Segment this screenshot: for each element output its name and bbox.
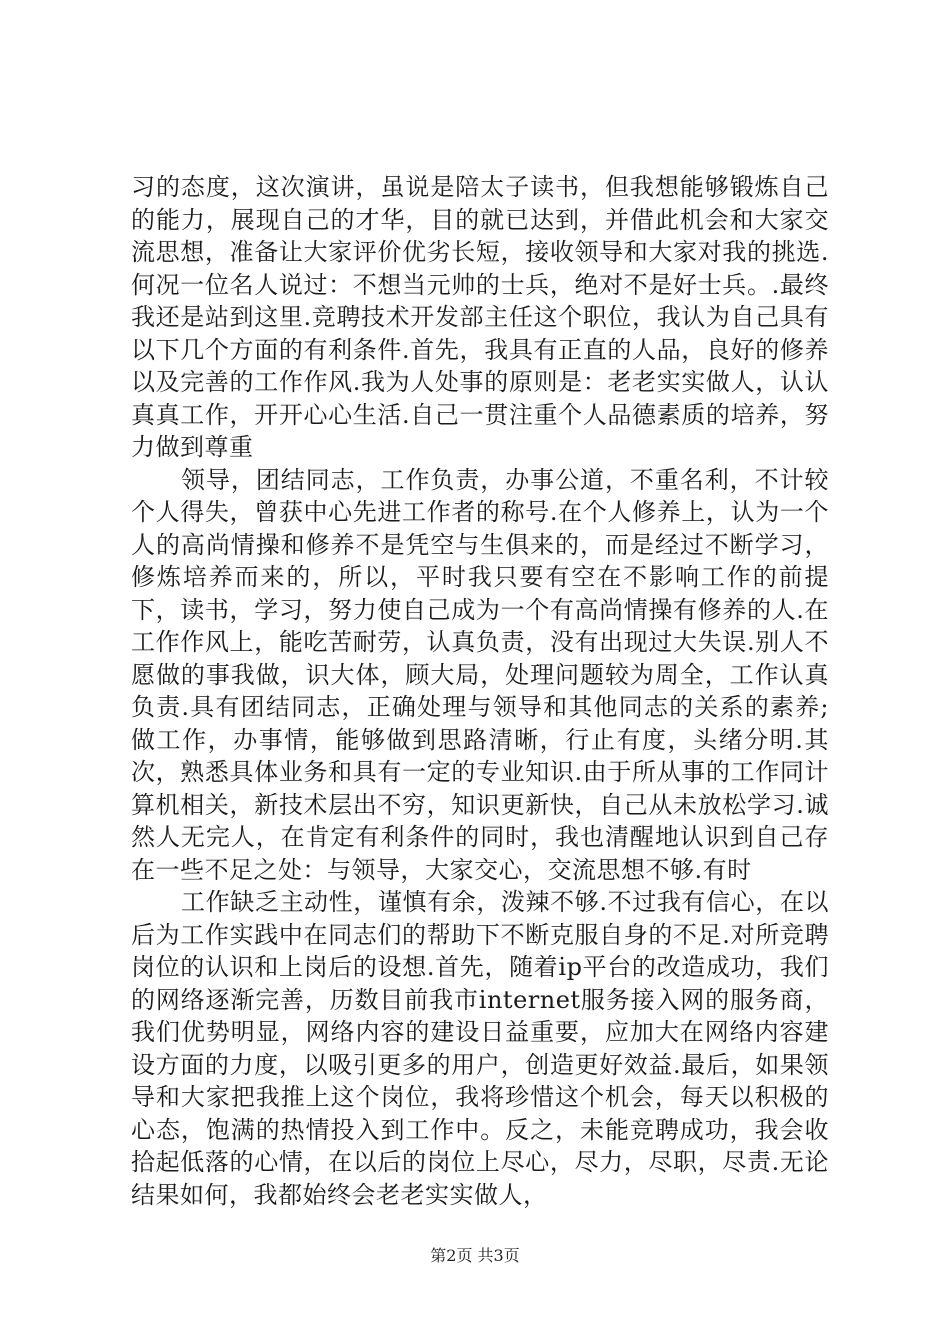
paragraph-3: 工作缺乏主动性，谨慎有余，泼辣不够.不过我有信心，在以后为工作实践中在同志们的帮助下不断克服自身的不足.对所竞聘岗位的认识和上岗后的设想.首先，随着ip平台的改造成功，我们的网络逐渐完善，历数目前我市internet服务接入网的服务商，我们优势明显，网络内容的建设日益重要，应加大在网络内容建设方面的力度，以吸引更多的用户，创造更好效益.最后，如果领导和大家把我推上这个岗位，我将珍惜这个机会，每天以积极的心态，饱满的热情投入到工作中。反之，未能竞聘成功，我会收拾起低落的心情，在以后的岗位上尽心，尽力，尽职，尽责.无论结果如何，我都始终会老老实实做人， [131, 888, 829, 1209]
page-number-footer: 第2页 共3页 [430, 1246, 520, 1265]
paragraph-1: 习的态度，这次演讲，虽说是陪太子读书，但我想能够锻炼自己的能力，展现自己的才华，目的就已达到，并借此机会和大家交流思想，准备让大家评价优劣长短，接收领导和大家对我的挑选.何况一位名人说过：不想当元帅的士兵，绝对不是好士兵。.最终我还是站到这里.竞聘技术开发部主任这个职位，我认为自己具有以下几个方面的有利条件.首先，我具有正直的人品，良好的修养以及完善的工作作风.我为人处事的原则是：老老实实做人，认认真真工作，开开心心生活.自己一贯注重个人品德素质的培养，努力做到尊重 [131, 173, 829, 461]
document-body [131, 171, 829, 1211]
paragraph-2: 领导，团结同志，工作负责，办事公道，不重名利，不计较个人得失，曾获中心先进工作者的称号.在个人修养上，认为一个人的高尚情操和修养不是凭空与生俱来的，而是经过不断学习，修炼培养而来的，所以，平时我只要有空在不影响工作的前提下，读书，学习，努力使自己成为一个有高尚情操有修养的人.在工作作风上，能吃苦耐劳，认真负责，没有出现过大失误.别人不愿做的事我做，识大体，顾大局，处理问题较为周全，工作认真负责.具有团结同志，正确处理与领导和其他同志的关系的素养;做工作，办事情，能够做到思路清晰，行止有度，头绪分明.其次，熟悉具体业务和具有一定的专业知识.由于所从事的工作同计算机相关，新技术层出不穷，知识更新快，自己从未放松学习.诚然人无完人，在肯定有利条件的同时，我也清醒地认识到自己存在一些不足之处：与领导，大家交心，交流思想不够.有时 [131, 465, 829, 884]
